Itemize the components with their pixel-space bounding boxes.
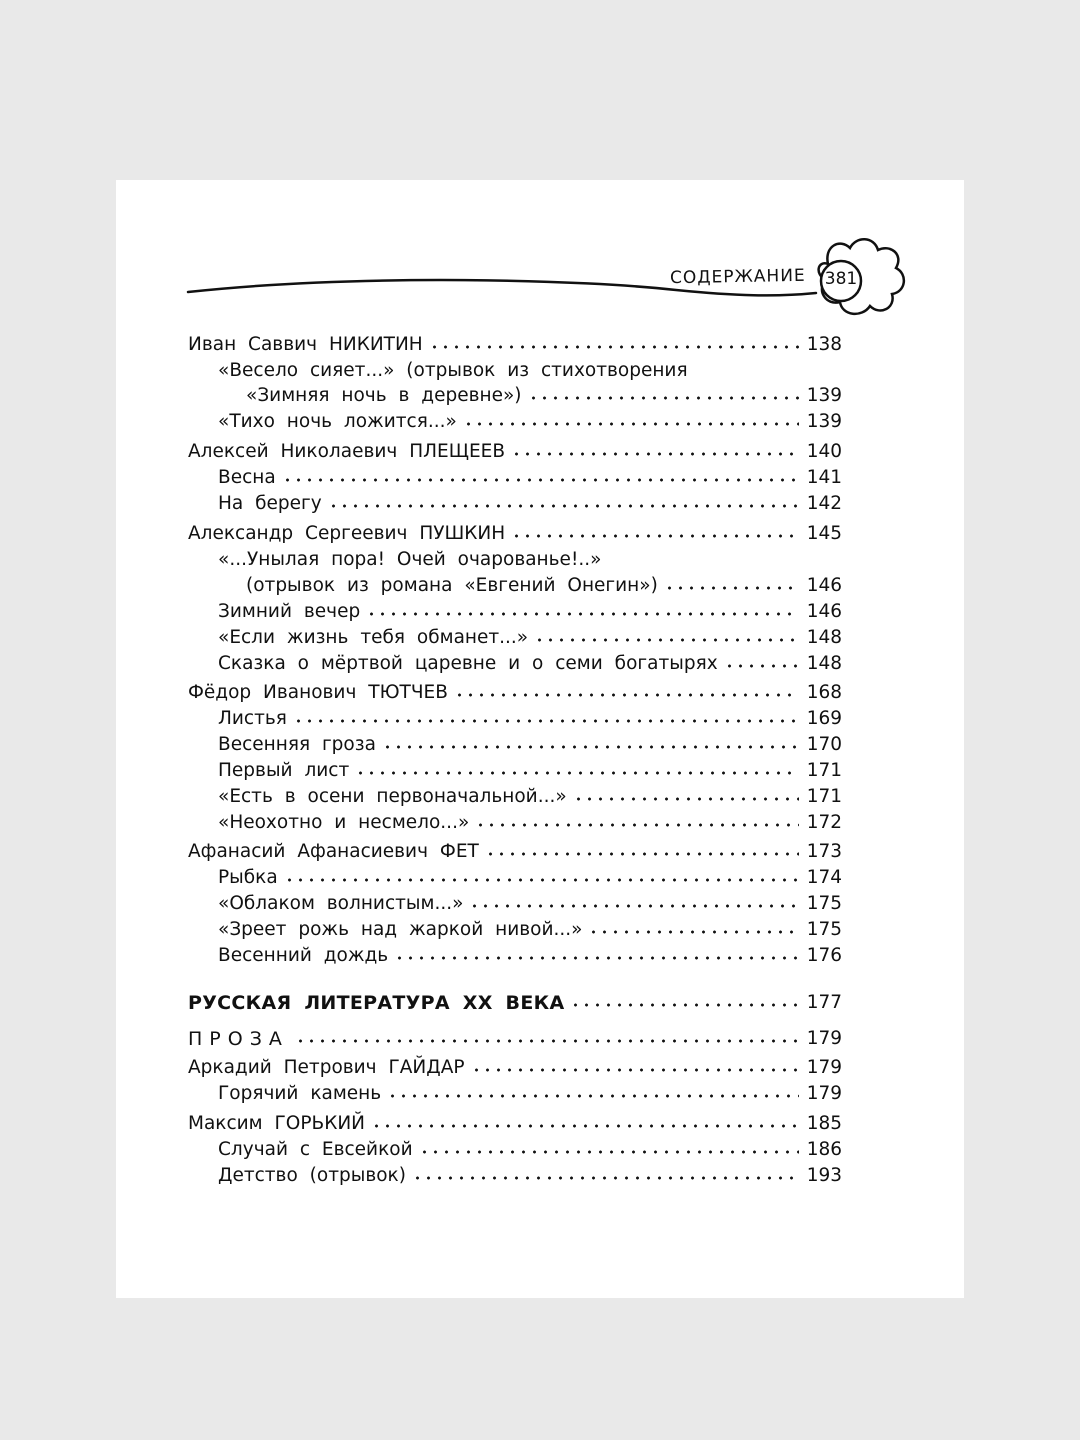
toc-text: Листья <box>218 708 287 729</box>
toc-text: На берегу <box>218 493 322 514</box>
toc-text: ПРОЗА <box>188 1028 289 1050</box>
toc-page: 174 <box>806 867 842 888</box>
toc-text: Первый лист <box>218 760 350 781</box>
toc-work[interactable] <box>218 863 842 889</box>
toc-work[interactable] <box>218 941 842 967</box>
toc-text: Случай с Евсейкой <box>218 1139 413 1160</box>
toc-page: 170 <box>806 734 842 755</box>
toc-page: 148 <box>806 627 842 648</box>
toc-page: 179 <box>806 1083 842 1104</box>
toc-text: РУССКАЯ ЛИТЕРАТУРА XX ВЕКА <box>188 992 565 1014</box>
toc-work[interactable] <box>218 1135 842 1161</box>
toc-work[interactable] <box>218 915 842 941</box>
toc-text: (отрывок из романа «Евгений Онегин») <box>246 575 658 596</box>
toc-author[interactable] <box>188 678 842 704</box>
toc-text: «Если жизнь тебя обманет...» <box>218 627 529 648</box>
toc-text: Иван Саввич НИКИТИН <box>188 334 423 355</box>
toc-page: 146 <box>806 601 842 622</box>
toc-work[interactable] <box>218 407 842 433</box>
toc-work[interactable] <box>218 889 842 915</box>
toc-work[interactable] <box>218 704 842 730</box>
toc-text: Александр Сергеевич ПУШКИН <box>188 523 506 544</box>
toc-work[interactable] <box>246 571 842 597</box>
toc-page: 179 <box>806 1057 842 1078</box>
toc-text: «Облаком волнистым...» <box>218 893 464 914</box>
toc-work[interactable] <box>218 597 842 623</box>
toc-text: «...Унылая пора! Очей очарованье!..» <box>218 549 602 570</box>
toc-text: Детство (отрывок) <box>218 1165 406 1186</box>
toc-page: 186 <box>806 1139 842 1160</box>
toc-page: 141 <box>806 467 842 488</box>
toc-page: 168 <box>806 682 842 703</box>
toc-page: 138 <box>806 334 842 355</box>
toc-text: «Зреет рожь над жаркой нивой...» <box>218 919 583 940</box>
toc-page: 139 <box>806 411 842 432</box>
toc-work[interactable] <box>218 489 842 515</box>
toc-work[interactable] <box>218 782 842 808</box>
toc-author[interactable] <box>188 837 842 863</box>
toc-page: 179 <box>806 1028 842 1049</box>
toc-text: Максим ГОРЬКИЙ <box>188 1113 366 1134</box>
toc-page: 140 <box>806 441 842 462</box>
toc-work[interactable] <box>218 1079 842 1105</box>
toc-work[interactable] <box>246 381 842 407</box>
toc-text: Алексей Николаевич ПЛЕЩЕЕВ <box>188 441 506 462</box>
toc-page: 193 <box>806 1165 842 1186</box>
toc-text: Горячий камень <box>218 1083 382 1104</box>
header-ornament <box>116 180 964 320</box>
toc-text: Весенний дождь <box>218 945 389 966</box>
toc-work[interactable] <box>218 756 842 782</box>
toc-text: Аркадий Петрович ГАЙДАР <box>188 1057 465 1078</box>
toc-author[interactable] <box>188 1109 842 1135</box>
page-number: 381 <box>824 269 858 289</box>
toc-page: 142 <box>806 493 842 514</box>
toc-text: «Неохотно и несмело...» <box>218 812 470 833</box>
toc-work[interactable] <box>218 545 842 571</box>
book-page <box>116 180 964 1298</box>
toc-page: 172 <box>806 812 842 833</box>
toc-work[interactable] <box>218 356 842 382</box>
toc-author[interactable] <box>188 1053 842 1079</box>
toc-page: 146 <box>806 575 842 596</box>
toc-author[interactable] <box>188 330 842 356</box>
toc-text: Афанасий Афанасиевич ФЕТ <box>188 841 479 862</box>
toc-text: «Есть в осени первоначальной...» <box>218 786 567 807</box>
header-title: СОДЕРЖАНИЕ <box>669 265 806 289</box>
toc-work[interactable] <box>218 649 842 675</box>
page-header <box>116 180 964 320</box>
toc-work[interactable] <box>218 623 842 649</box>
toc-page: 173 <box>806 841 842 862</box>
toc-author[interactable] <box>188 437 842 463</box>
toc-text: Рыбка <box>218 867 278 888</box>
toc-text: «Весело сияет...» (отрывок из стихотворения <box>218 360 688 381</box>
toc-page: 148 <box>806 653 842 674</box>
toc-page: 175 <box>806 919 842 940</box>
toc-text: Весна <box>218 467 276 488</box>
toc-text: «Тихо ночь ложится...» <box>218 411 457 432</box>
toc-work[interactable] <box>218 463 842 489</box>
toc-text: Весенняя гроза <box>218 734 376 755</box>
toc-page: 145 <box>806 523 842 544</box>
toc-text: Сказка о мёртвой царевне и о семи богатырях <box>218 653 718 674</box>
toc-page: 177 <box>806 992 842 1013</box>
toc-work[interactable] <box>218 730 842 756</box>
toc-subsection-heading[interactable] <box>188 1024 842 1050</box>
toc-text: Фёдор Иванович ТЮТЧЕВ <box>188 682 448 703</box>
toc-section-heading[interactable] <box>188 988 842 1014</box>
toc-page: 139 <box>806 385 842 406</box>
toc-author[interactable] <box>188 519 842 545</box>
toc-text: Зимний вечер <box>218 601 361 622</box>
toc-page: 175 <box>806 893 842 914</box>
toc-page: 185 <box>806 1113 842 1134</box>
toc-work[interactable] <box>218 1161 842 1187</box>
toc-text: «Зимняя ночь в деревне») <box>246 385 522 406</box>
toc-page: 171 <box>806 786 842 807</box>
toc-page: 171 <box>806 760 842 781</box>
toc-page: 176 <box>806 945 842 966</box>
toc-work[interactable] <box>218 808 842 834</box>
toc-page: 169 <box>806 708 842 729</box>
